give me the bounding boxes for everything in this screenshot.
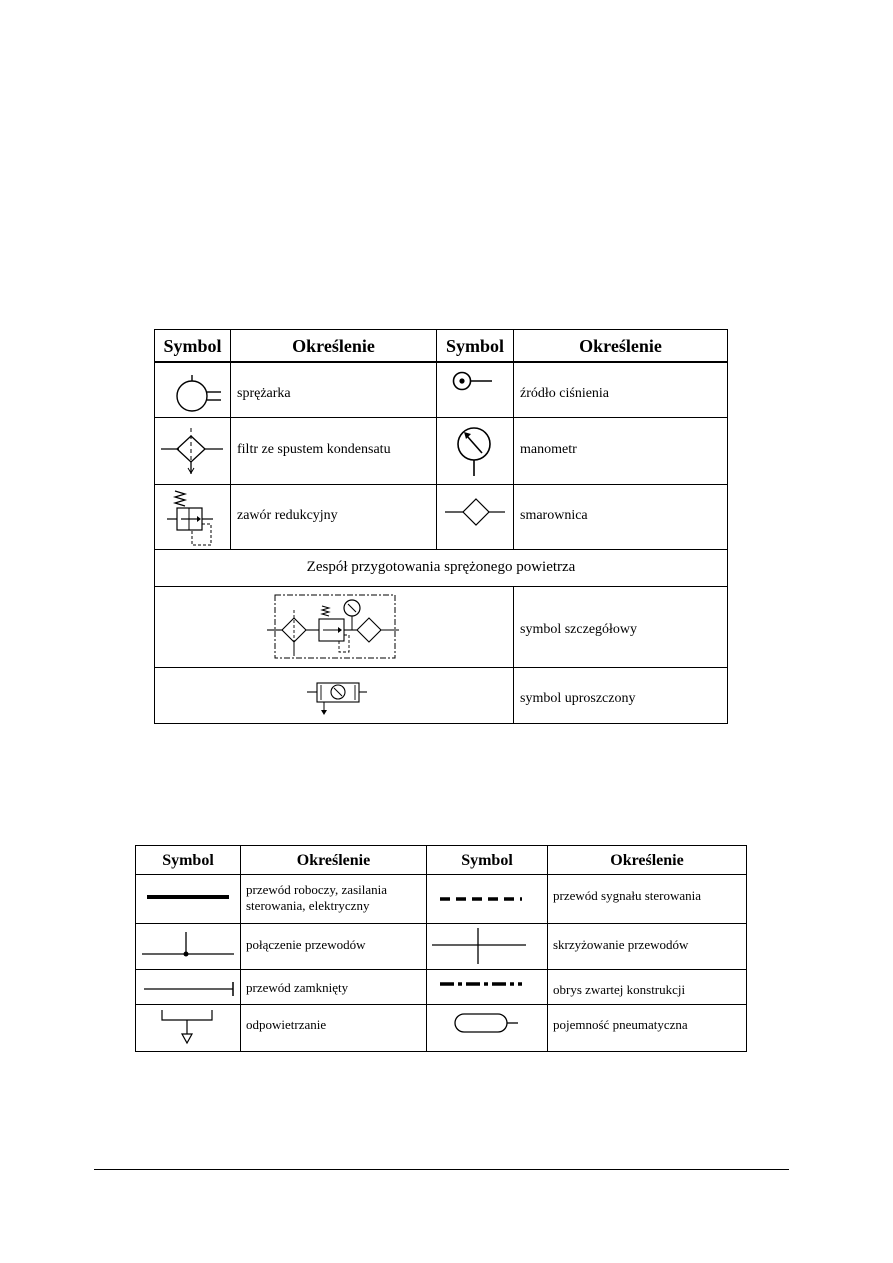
label-reservoir: pojemność pneumatyczna	[553, 1017, 688, 1032]
line-crossing-icon	[432, 928, 528, 966]
reservoir-icon	[454, 1012, 520, 1036]
label-exhaust: odpowietrzanie	[246, 1017, 327, 1032]
label-enclosure-outline: obrys zwartej konstrukcji	[553, 982, 686, 997]
filter-drain-icon	[161, 422, 225, 482]
label-junction: połączenie przewodów	[246, 937, 366, 952]
header-symbol: Symbol	[461, 852, 513, 869]
label-control-line: przewód sygnału sterowania	[553, 888, 702, 903]
air-service-unit-detailed-icon	[267, 592, 399, 662]
footer-rule	[94, 1169, 789, 1170]
table-rule	[155, 667, 727, 668]
header-label: Określenie	[292, 336, 375, 356]
working-line-icon	[147, 894, 231, 900]
label-lubricator: smarownica	[520, 508, 588, 523]
table-rule	[155, 549, 727, 550]
header-label: Określenie	[296, 852, 371, 869]
header-symbol: Symbol	[445, 336, 505, 356]
table-rule	[155, 361, 727, 363]
header-label: Określenie	[610, 852, 684, 869]
symbols-table-lines	[135, 845, 747, 1052]
table-rule	[155, 586, 727, 587]
control-signal-line-icon	[440, 896, 524, 902]
table-rule	[230, 330, 231, 549]
label-manometer: manometr	[520, 442, 577, 457]
header-label: Określenie	[579, 336, 662, 356]
table-rule	[513, 586, 514, 723]
label-filter: filtr ze spustem kondensatu	[237, 442, 391, 457]
label-crossing: skrzyżowanie przewodów	[553, 937, 689, 952]
pressure-source-icon	[452, 370, 496, 394]
table-rule	[155, 484, 727, 485]
air-service-unit-simplified-icon	[307, 680, 369, 718]
header-symbol: Symbol	[162, 852, 214, 869]
exhaust-icon	[160, 1008, 216, 1046]
label-compressor: sprężarka	[237, 386, 291, 401]
label-reducing-valve: zawór redukcyjny	[237, 508, 338, 523]
table-rule	[436, 330, 437, 549]
section-heading: Zespół przygotowania sprężonego powietrza	[306, 559, 576, 575]
table-rule	[513, 330, 514, 549]
line-junction-icon	[142, 928, 236, 964]
lubricator-icon	[445, 493, 507, 533]
label-working-line: przewód roboczy, zasilania sterowania, elektryczny	[246, 882, 388, 913]
table-rule	[136, 923, 746, 924]
closed-line-icon	[144, 980, 236, 998]
table-rule	[240, 846, 241, 1051]
manometer-icon	[455, 424, 495, 482]
table-rule	[136, 969, 746, 970]
table-rule	[547, 846, 548, 1051]
pressure-reducing-valve-icon	[167, 489, 217, 547]
table-rule	[426, 846, 427, 1051]
table-rule	[155, 417, 727, 418]
header-symbol: Symbol	[163, 336, 222, 356]
compressor-icon	[173, 370, 223, 414]
label-detailed-symbol: symbol szczegółowy	[520, 622, 638, 637]
label-pressure-source: źródło ciśnienia	[520, 386, 610, 401]
enclosure-outline-icon	[440, 980, 524, 988]
label-simplified-symbol: symbol uproszczony	[520, 691, 636, 706]
symbols-table-components	[154, 329, 728, 724]
table-rule	[136, 1004, 746, 1005]
table-rule	[136, 874, 746, 875]
label-closed-line: przewód zamknięty	[246, 980, 349, 995]
